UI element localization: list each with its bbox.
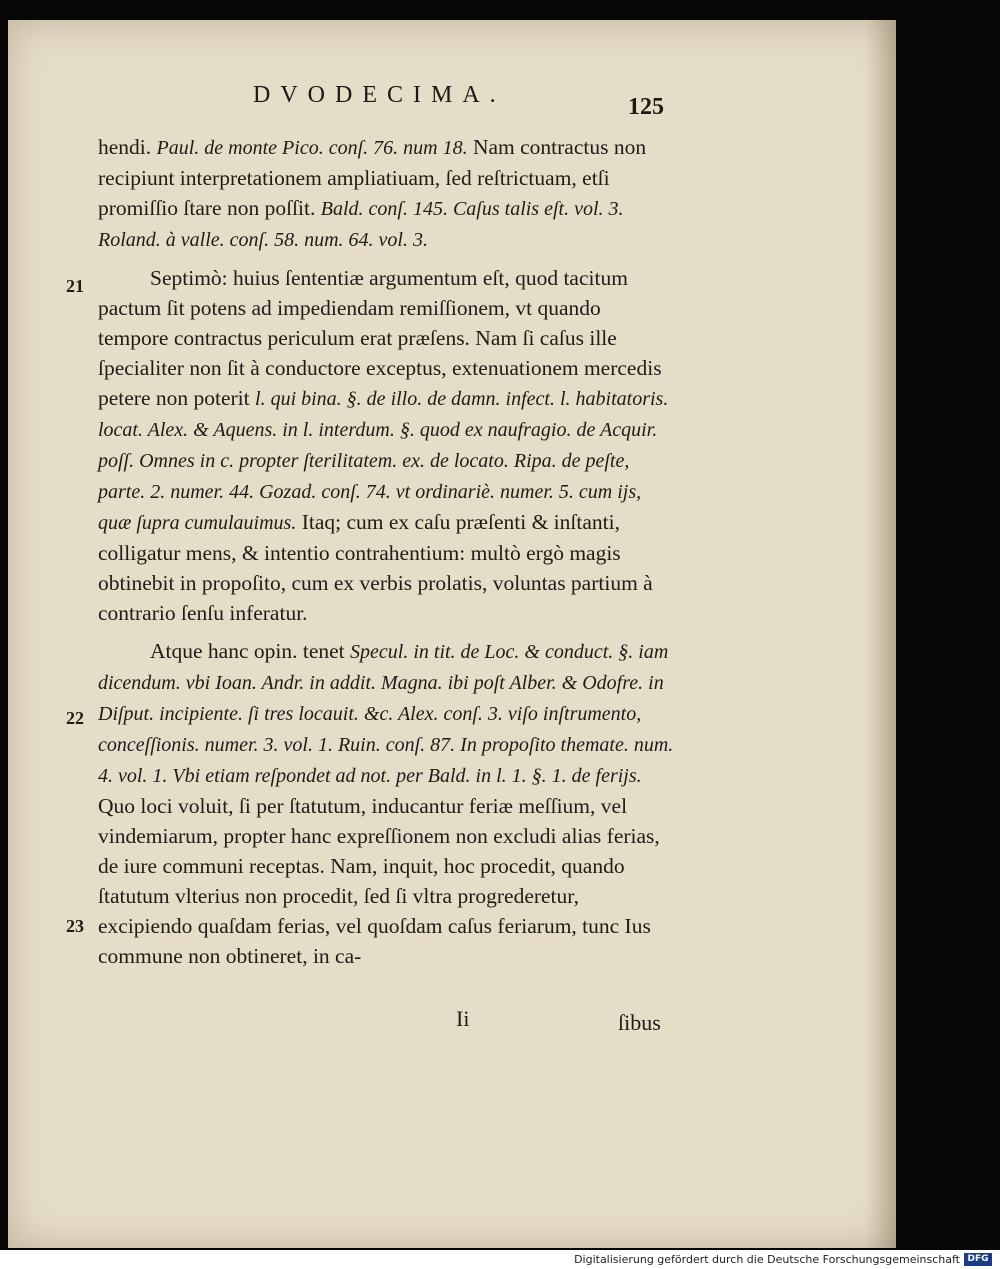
citation-text: Paul. de monte Pico. conſ. 76. num 18. — [156, 137, 468, 159]
margin-number: 23 — [66, 916, 84, 936]
body-segment: Itaq; cum ex caſu præſenti & inſtanti, colligatur mens, & intentio contrahentium: multò ergò magis obtinebit in propoſito, cum ex verbis prolatis, voluntas partium à contrario ſenſu inferatur. — [98, 510, 653, 625]
margin-number: 22 — [66, 708, 84, 728]
body-segment: Septimò: huius ſententiæ argumentum eſt, quod tacitum pactum ſit potens ad impediendam remiſſionem, vt quando tempore contractus periculum erat præſens. Nam ſi caſus ille ſpecialiter non ſit à conductore exceptus, extenuationem mercedis petere non poterit — [98, 266, 662, 410]
body-segment: Atque hanc opin. tenet — [150, 639, 351, 663]
citation-text: Specul. in tit. de Loc. & conduct. §. iam dicendum. vbi Ioan. Andr. in addit. Magna. ibi poſt Alber. & Odofre. in Diſput. incipiente. ſi tres locauit. &c. Alex. conſ. 3. viſo inſtrumento, conceſſionis. numer. 3. vol. 1. Ruin. conſ. 87. In propoſito themate. num. 4. vol. 1. Vbi etiam reſpondet ad not. per Bald. in l. 1. §. 1. de ferijs. — [98, 641, 674, 787]
citation-text: l. qui bina. §. de illo. de damn. infect. l. habitatoris. locat. Alex. & Aquens. in l. interdum. §. quod ex naufragio. de Acquir. poſſ. Omnes in c. propter ſterilitatem. ex. de locato. Ripa. de peſte, parte. 2. numer. 44. Gozad. conſ. 74. vt ordinariè. numer. 5. cum ijs, quæ ſupra cumulauimus. — [98, 388, 669, 534]
body-segment: Nam contractus non recipiunt interpretationem ampliatiuam, ſed reſtrictuam, etſi promiſſio ſtare non poſſit. — [98, 135, 647, 220]
footer-credit: Digitalisierung gefördert durch die Deutsche Forschungsgemeinschaft — [574, 1253, 960, 1266]
body-segment: hendi. — [98, 135, 157, 159]
dfg-logo: DFG — [964, 1253, 992, 1266]
body-text — [98, 132, 676, 971]
page-number: 125 — [628, 94, 664, 120]
paragraph — [98, 132, 676, 255]
paragraph — [98, 263, 676, 628]
margin-number: 21 — [66, 276, 84, 296]
book-page — [8, 20, 896, 1248]
catchword: ſibus — [618, 1010, 661, 1035]
body-segment: Quo loci voluit, ſi per ſtatutum, inducantur feriæ meſſium, vel vindemiarum, propter hanc expreſſionem non excludi alias ferias, de iure communi receptas. Nam, inquit, hoc procedit, quando ſtatutum vlterius non procedit, ſed ſi vltra progrederetur, excipiendo quaſdam ferias, vel quoſdam caſus feriarum, tunc Ius commune non obtineret, in ca- — [98, 794, 660, 968]
signature-mark: Ii — [456, 1006, 470, 1031]
citation-text: Bald. conſ. 145. Caſus talis eſt. vol. 3. Roland. à valle. conſ. 58. num. 64. vol. 3. — [98, 198, 624, 251]
paragraph — [98, 636, 676, 971]
running-title: DVODECIMA. — [253, 82, 506, 108]
